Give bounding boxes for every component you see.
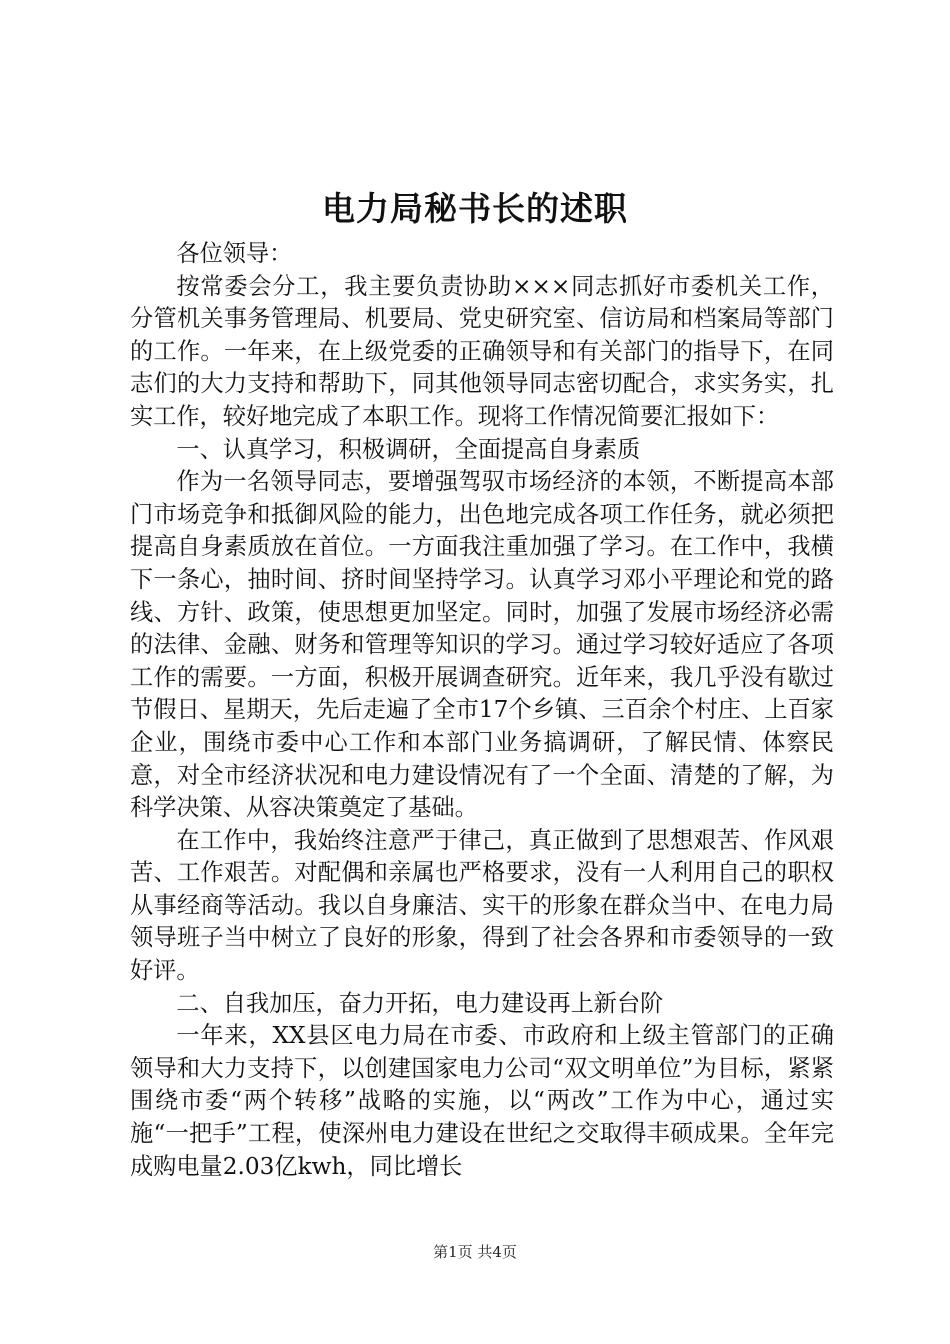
body-paragraph: 一年来，XX县区电力局在市委、市政府和上级主管部门的正确领导和大力支持下，以创建国家电力公司“双文明单位”为目标，紧紧围绕市委“两个转移”战略的实施，以“两改”工作为中心，通过实施“一把手”工程，使深州电力建设在世纪之交取得丰硕成果。全年完成购电量2.03亿kwh，同比增长	[130, 1022, 834, 1180]
intro-paragraph: 按常委会分工，我主要负责协助×××同志抓好市委机关工作，分管机关事务管理局、机要局、党史研究室、信访局和档案局等部门的工作。一年来，在上级党委的正确领导和有关部门的指导下，在同志们的大力支持和帮助下，同其他领导同志密切配合，求实务实，扎实工作，较好地完成了本职工作。现将工作情况简要汇报如下：	[130, 272, 834, 430]
section-heading-1: 一、认真学习，积极调研，全面提高自身素质	[176, 435, 641, 463]
document-title: 电力局秘书长的述职	[322, 189, 628, 228]
document-body	[130, 238, 834, 1183]
page-footer: 第1页 共4页	[433, 1243, 517, 1261]
body-paragraph: 在工作中，我始终注意严于律己，真正做到了思想艰苦、作风艰苦、工作艰苦。对配偶和亲属也严格要求，没有一人利用自己的职权从事经商等活动。我以自身廉洁、实干的形象在群众当中、在电力局领导班子当中树立了良好的形象，得到了社会各界和市委领导的一致好评。	[130, 826, 834, 985]
body-paragraph: 作为一名领导同志，要增强驾驭市场经济的本领，不断提高本部门市场竞争和抵御风险的能力，出色地完成各项工作任务，就必须把提高自身素质放在首位。一方面我注重加强了学习。在工作中，我横下一条心，抽时间、挤时间坚持学习。认真学习邓小平理论和党的路线、方针、政策，使思想更加坚定。同时，加强了发展市场经济必需的法律、金融、财务和管理等知识的学习。通过学习较好适应了各项工作的需要。一方面，积极开展调查研究。近年来，我几乎没有歇过节假日、星期天，先后走遍了全市17个乡镇、三百余个村庄、上百家企业，围绕市委中心工作和本部门业务搞调研，了解民情、体察民意，对全市经济状况和电力建设情况有了一个全面、清楚的了解，为科学决策、从容决策奠定了基础。	[130, 468, 834, 822]
salutation: 各位领导：	[176, 240, 293, 267]
section-heading-2: 二、自我加压，奋力开拓，电力建设再上新台阶	[176, 989, 664, 1017]
